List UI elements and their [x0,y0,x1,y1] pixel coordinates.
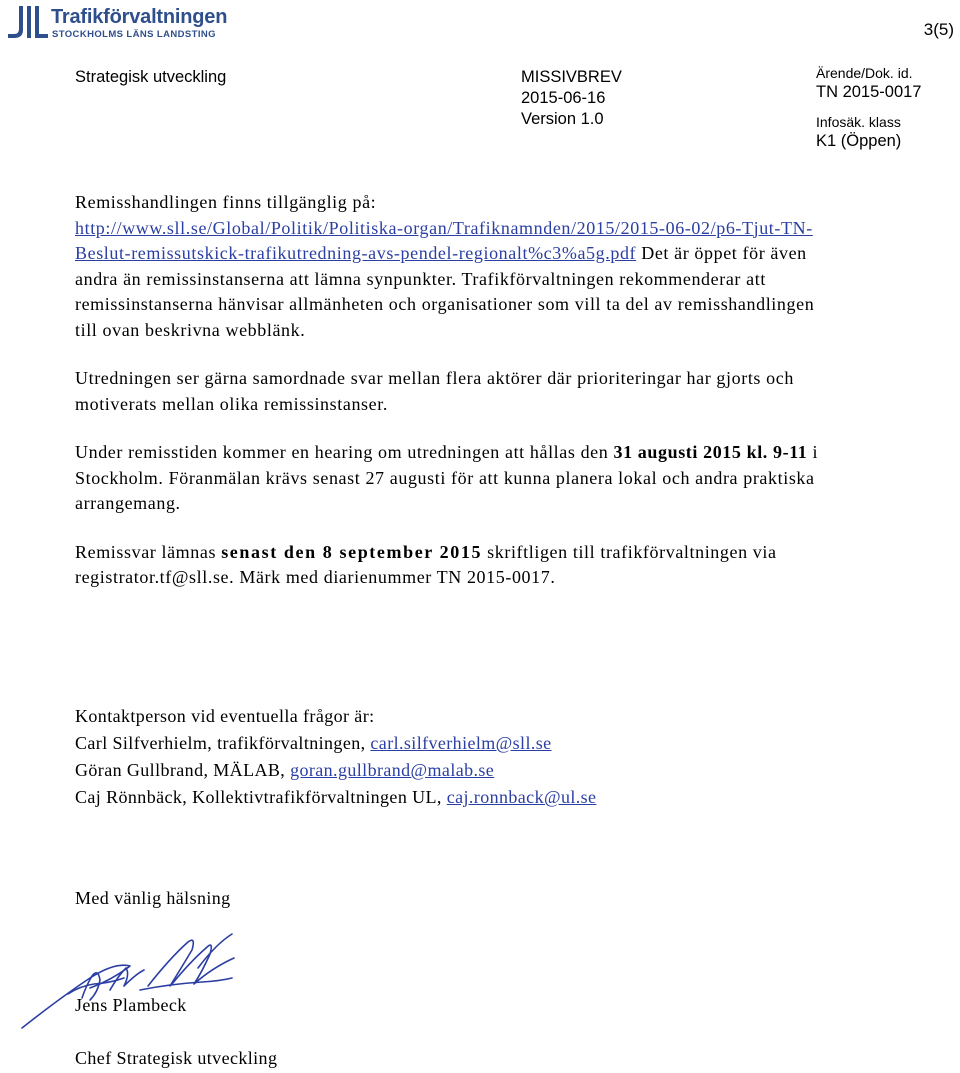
hearing-text-start: Under remisstiden kommer en hearing om utredningen att hållas den [75,442,614,462]
deadline-text-start: Remissvar lämnas [75,541,222,562]
contact-person [75,730,596,757]
page-number: 3(5) [923,20,954,39]
case-id: TN 2015-0017 [816,83,922,101]
availability-intro: Remisshandlingen finns tillgänglig på: [75,192,377,212]
document-meta [521,67,622,130]
organization-logo [6,4,246,42]
logo-subtitle: STOCKHOLMS LÄNS LANDSTING [52,29,216,40]
contact-email-link[interactable]: goran.gullbrand@malab.se [290,760,495,780]
department-label: Strategisk utveckling [75,68,227,86]
closing-greeting: Med vänlig hälsning [75,888,231,908]
contact-person [75,757,596,784]
letter-body [75,190,835,591]
document-date: 2015-06-16 [521,89,606,107]
contact-name: Göran Gullbrand, MÄLAB, [75,760,291,780]
contact-heading: Kontaktperson vid eventuella frågor är: [75,706,375,726]
deadline-text-end: skriftligen till trafikförvaltningen via registrator.tf@sll.se. Märk med diarienummer TN 2015-0017. [75,541,777,587]
classification-label: Infosäk. klass [816,114,901,130]
contact-name: Caj Rönnbäck, Kollektivtrafikförvaltningen UL, [75,787,447,807]
logo-mark-icon [6,4,50,42]
hearing-text-end: i Stockholm. Föranmälan krävs senast 27 augusti för att kunna planera lokal och andra praktiska arrangemang. [75,442,819,513]
hearing-date: 31 augusti 2015 kl. 9-11 [613,442,808,462]
contact-person [75,784,596,811]
paragraph-coordination: Utredningen ser gärna samordnade svar mellan flera aktörer där prioriteringar har gjorts och motiverats mellan olika remissinstanser. [75,368,794,414]
contact-name: Carl Silfverhielm, trafikförvaltningen, [75,733,371,753]
paragraph-hearing [75,440,835,517]
deadline-date: senast den 8 september 2015 [221,541,483,562]
document-type: MISSIVBREV [521,68,622,86]
handwritten-signature [20,928,250,1038]
contact-email-link[interactable]: caj.ronnback@ul.se [446,787,597,807]
document-link[interactable]: http://www.sll.se/Global/Politik/Politiska-organ/Trafiknamnden/2015/2015-06-02/p6-Tjut-TN-Beslut-remissutskick-trafikutredning-avs-pendel-regionalt%c3%a5g.pdf [75,217,813,263]
paragraph-deadline [75,540,835,591]
paragraph-availability [75,190,835,343]
contact-email-link[interactable]: carl.silfverhielm@sll.se [370,733,552,753]
document-version: Version 1.0 [521,110,604,128]
signer-name: Jens Plambeck [75,995,187,1015]
case-id-label: Ärende/Dok. id. [816,65,913,81]
logo-title: Trafikförvaltningen [51,6,228,28]
case-meta [816,64,922,152]
signer-title: Chef Strategisk utveckling [75,1048,278,1068]
availability-text: Det är öppet för även andra än remissinstanserna att lämna synpunkter. Trafikförvaltningen rekommenderar att remissinstanserna hänvisar allmänheten och organisationer som vill ta del av remisshandlingen till ovan beskrivna webblänk. [75,243,815,340]
contact-section [75,703,596,811]
classification-value: K1 (Öppen) [816,132,902,150]
